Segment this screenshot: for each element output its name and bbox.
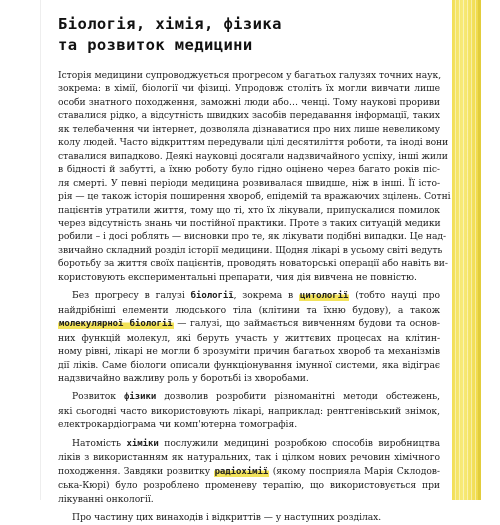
text-run: Історія медицини супроводжується прогресом у багатьох галузях точних наук,	[58, 70, 442, 81]
text-run: колу людей. Часто відкриттям передували цілі десятиліття роботи, та іноді вони	[58, 137, 449, 149]
text-run: електрокардіограма чи комп'ютерна томографія.	[58, 419, 298, 431]
text-run: користовують експериментальні препарати, чия дія вивчена не повністю.	[58, 271, 417, 283]
text-run: послужили медицині розробкою способів виробництва	[158, 437, 440, 449]
text-run: ська-Кюрі) було розроблено променеву терапію, що використовується при	[58, 480, 440, 492]
text-line	[58, 190, 451, 203]
text-run: найдрібніші елементи людського тіла (клітини та їхню будову), а також	[58, 304, 440, 316]
text-run: лікуванні онкології.	[58, 493, 154, 505]
key-term: хіміки	[126, 438, 159, 449]
text-line	[58, 230, 447, 243]
text-run: — галузі, що займається вивченням будови та основ-	[173, 318, 440, 330]
text-run: рія — це також історія поширення хвороб, епідемій та вражаючих зцілень. Сотні	[58, 191, 451, 203]
text-run: походження. Завдяки розвитку	[58, 465, 214, 477]
text-run: Про частину цих винаходів і відкриттів — у наступних розділах.	[72, 512, 382, 524]
text-line	[58, 372, 440, 385]
text-run: Без прогресу в галузі	[72, 290, 191, 302]
text-line	[58, 163, 440, 176]
text-line	[58, 345, 440, 358]
page-title-line-2: та розвиток медицини	[58, 36, 253, 54]
body-text	[58, 69, 451, 525]
key-term: цитології	[300, 291, 349, 302]
text-run: ліків з використанням як натуральних, так і цілком нових речовин хімічного	[58, 452, 440, 464]
text-run: ному рівні, лікарі не могли б зрозуміти причин багатьох хвороб та механізмів	[58, 346, 440, 358]
decorative-band-edge	[478, 0, 481, 500]
key-term: біології	[190, 291, 234, 302]
text-line	[58, 82, 440, 95]
text-run: (якому посприяла Марія Склодов-	[269, 465, 440, 477]
text-line	[58, 177, 440, 190]
text-line	[58, 257, 448, 270]
text-line	[58, 405, 440, 418]
text-run: через відсутність знань чи постійної практики. Проте з таких ситуацій медики	[58, 217, 441, 229]
key-term: молекулярної біології	[59, 319, 173, 330]
text-run: як телебачення чи інтернет, дозволяла дізнаватися про них лише невеликому	[58, 123, 440, 135]
text-line	[58, 437, 440, 451]
text-line	[58, 451, 440, 464]
text-run: , зокрема в	[233, 290, 300, 302]
text-run: ля смерті. У певні періоди медицина розвивалася швидше, ніж в інші. Її істо-	[58, 177, 440, 189]
paragraph	[58, 511, 440, 524]
text-line	[58, 418, 440, 431]
text-run: які сьогодні часто використовують лікарі, наприклад: рентгенівський знімок,	[58, 405, 440, 417]
text-run: звичайно складний розділ історії медицини. Щодня лікарі в усьому світі ведуть	[58, 244, 443, 256]
text-line	[58, 69, 440, 82]
text-line	[58, 244, 443, 257]
text-line	[58, 96, 440, 109]
text-line	[58, 359, 440, 372]
text-line	[58, 390, 440, 404]
text-run: зокрема: в хімії, біології чи фізиці. Упродовж століть їх могли вивчати лише	[58, 83, 440, 95]
text-line	[58, 289, 440, 303]
text-run: пацієнтів утратили життя, тому що ті, хто їх лікували, припускалися помилок	[58, 204, 440, 216]
key-term: фізики	[124, 392, 157, 403]
text-run: ставалися випадково. Деякі науковці досягали надзвичайного успіху, інші жили	[58, 150, 448, 162]
text-line	[58, 271, 440, 284]
text-line	[58, 204, 440, 217]
page-title	[58, 14, 438, 56]
text-line	[58, 317, 440, 331]
text-run: дозволив розробити різноманітні методи обстежень,	[156, 391, 440, 403]
key-term: радіохімії	[214, 466, 269, 477]
text-run: Натомість	[72, 437, 127, 449]
text-run: них функцій молекул, які беруть участь у життєвих процесах на клітин-	[58, 332, 440, 344]
paragraph	[58, 437, 440, 506]
text-line	[58, 479, 440, 492]
text-run: Розвиток	[72, 391, 125, 403]
paragraph	[58, 69, 451, 284]
paragraph	[58, 289, 440, 385]
text-line	[58, 465, 440, 479]
text-line	[58, 332, 440, 345]
decorative-yellow-band	[452, 0, 478, 500]
text-run: (тобто науці про	[349, 290, 440, 302]
text-line	[58, 511, 440, 524]
page-gutter-rule	[40, 0, 41, 500]
text-line	[58, 150, 448, 163]
text-run: робили – і досі роблять — висновки про те, як лікувати подібні випадки. Це над-	[58, 231, 447, 243]
text-line	[58, 493, 440, 506]
text-run: дії ліків. Саме біологи описали функціонування імунної системи, яка відіграє	[58, 359, 440, 371]
text-run: ставалися рідко, а відсутність швидких засобів передавання інформації, таких	[58, 110, 440, 122]
text-run: надзвичайно важливу роль у боротьбі із хворобами.	[58, 372, 309, 384]
text-line	[58, 109, 440, 122]
text-line	[58, 136, 449, 149]
page-title-line-1: Біологія, хімія, фізика	[58, 15, 282, 33]
text-run: боротьбу за життя своїх пацієнтів, проводять новаторські операції або навіть ви-	[58, 258, 448, 270]
text-line	[58, 123, 440, 136]
paragraph	[58, 390, 440, 431]
text-line	[58, 217, 440, 230]
text-run: в бідності й забутті, а їхню роботу було гідно оцінено через багато років піс-	[58, 164, 440, 176]
text-line	[58, 304, 440, 317]
text-run: особи знатного походження, заможні люди або… ченці. Тому наукові прориви	[58, 96, 440, 108]
